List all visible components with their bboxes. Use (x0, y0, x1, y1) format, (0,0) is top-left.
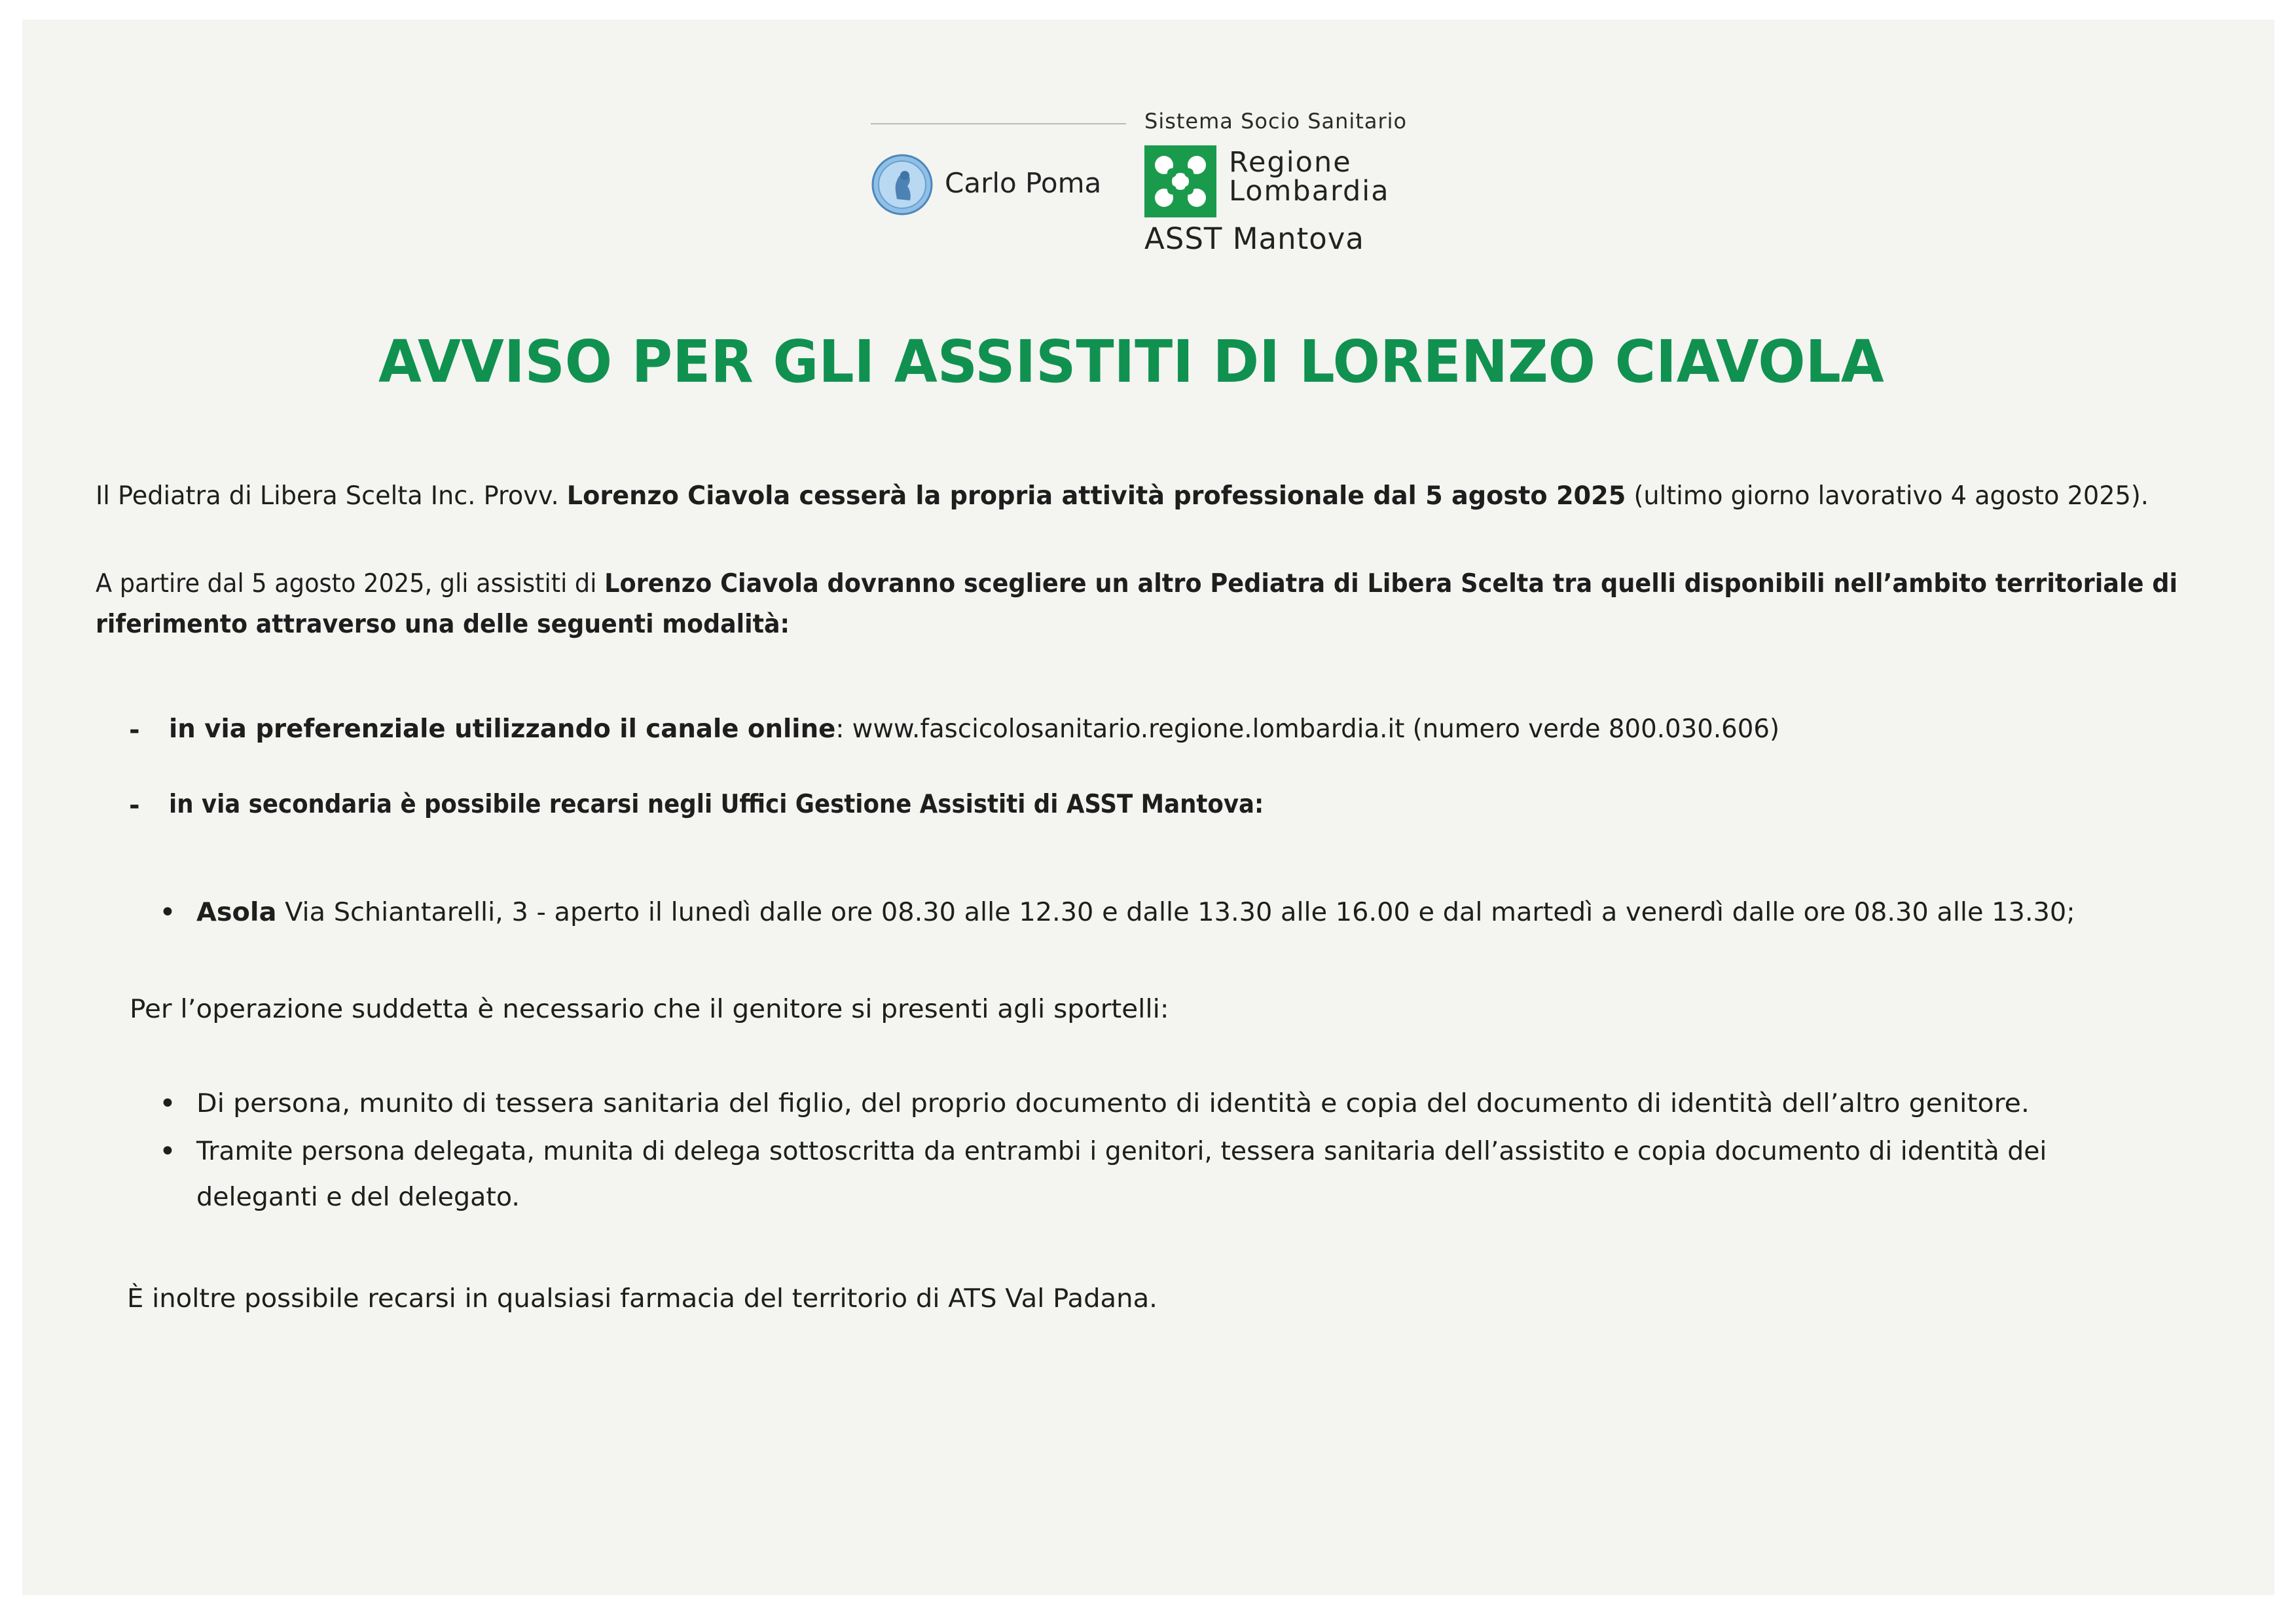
lombardia-line: Lombardia (1229, 175, 1390, 208)
dash-item-online-text: : www.fascicolosanitario.regione.lombardia.it (numero verde 800.030.606) (835, 714, 1780, 744)
paragraph-pharmacy: È inoltre possibile recarsi in qualsiasi farmacia del territorio di ATS Val Padana. (127, 1284, 1157, 1314)
p1-bold: Lorenzo Ciavola cesserà la propria attività professionale dal 5 agosto 2025 (566, 481, 1626, 511)
dash-item-online (169, 707, 1779, 752)
bullet-marker: • (159, 896, 176, 929)
p2-intro: A partire dal 5 agosto 2025, gli assistiti di (96, 569, 605, 599)
regione-lombardia-logo-icon (1144, 145, 1216, 217)
sistema-socio-sanitario-label: Sistema Socio Sanitario (1144, 109, 1408, 134)
office-details: Via Schiantarelli, 3 - aperto il lunedì dalle ore 08.30 alle 12.30 e dalle 13.30 alle 16.00 e dal martedì a venerdì dalle ore 08.30 alle 13.30; (276, 898, 2075, 927)
notice-title: AVVISO PER GLI ASSISTITI DI LORENZO CIAVOLA (378, 327, 1884, 396)
bullet-marker: • (159, 1087, 176, 1120)
bullet-marker: • (159, 1135, 176, 1168)
dash-item-offices: in via secondaria è possibile recarsi negli Uffici Gestione Assistiti di ASST Mantova: (169, 790, 1264, 819)
regione-line: Regione (1229, 146, 1352, 179)
bullet-in-person: Di persona, munito di tessera sanitaria del figlio, del proprio documento di identità e copia del documento di identità dell’altro genitore. (196, 1089, 2030, 1118)
bullet-delegate-line2: deleganti e del delegato. (196, 1183, 520, 1212)
paragraph-choice-line1 (96, 562, 2178, 606)
office-name: Asola (196, 898, 277, 927)
carlo-poma-logo-icon (871, 153, 934, 216)
dash-marker: - (129, 790, 140, 821)
bullet-delegate-line1: Tramite persona delegata, munita di delega sottoscritta da entrambi i genitori, tessera sanitaria dell’assistito e copia documento di identità dei (196, 1137, 2047, 1166)
header-rule (871, 123, 1126, 124)
paragraph-requirements: Per l’operazione suddetta è necessario che il genitore si presenti agli sportelli: (130, 995, 1169, 1024)
asst-mantova-label: ASST Mantova (1144, 221, 1365, 256)
dash-marker: - (129, 715, 140, 745)
paragraph-choice-line2: riferimento attraverso una delle seguenti modalità: (96, 610, 790, 639)
office-asola (196, 891, 2075, 935)
dash-item-online-bold: in via preferenziale utilizzando il canale online (169, 714, 836, 744)
p1-end: (ultimo giorno lavorativo 4 agosto 2025). (1626, 481, 2149, 511)
regione-lombardia-name (1229, 148, 1390, 206)
paragraph-cessation (96, 474, 2149, 519)
carlo-poma-name: Carlo Poma (945, 167, 1102, 199)
p2-bold: Lorenzo Ciavola dovranno scegliere un altro Pediatra di Libera Scelta tra quelli disponibili nell’ambito territoriale di (604, 569, 2178, 599)
p1-intro: Il Pediatra di Libera Scelta Inc. Provv. (96, 481, 567, 511)
